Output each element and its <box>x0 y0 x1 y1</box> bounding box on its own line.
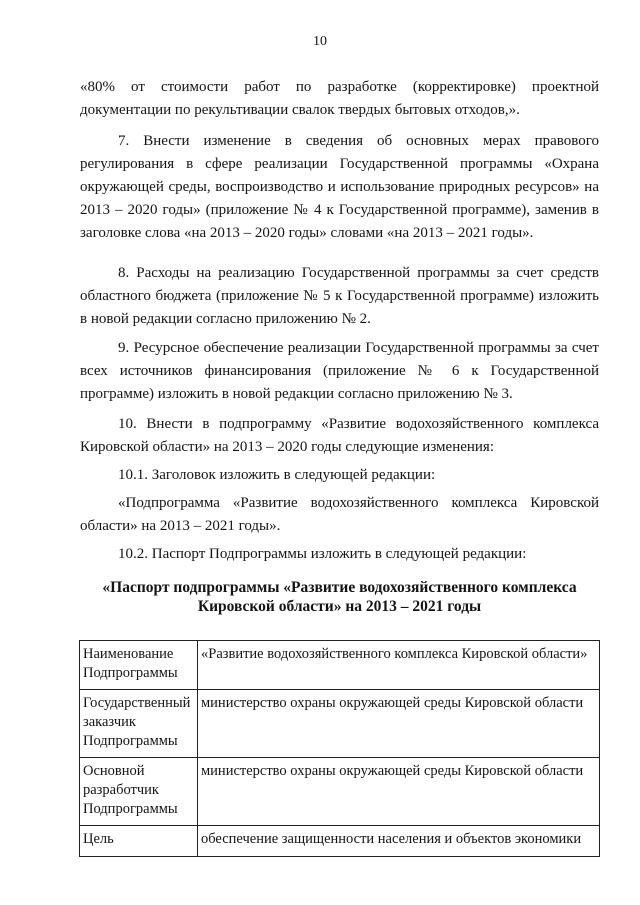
row-label: Государственный заказчик Подпрограммы <box>80 690 198 758</box>
table-row <box>80 690 600 758</box>
passport-table <box>79 640 600 857</box>
paragraph-7: 7. Внести изменение в сведения об основных мерах правового регулирования в сфере реализации Государственной программы «Охрана окружающей среды, воспроизводство и использование природных ресурсов» на 2013 – 2020 годы» (приложение № 4 к Государственной программе), заменив в заголовке слова «на 2013 – 2020 годы» словами «на 2013 – 2021 годы». <box>80 133 599 241</box>
paragraph-new-title: «Подпрограмма «Развитие водохозяйственного комплекса Кировской области» на 2013 – 2021 годы». <box>80 495 599 534</box>
passport-title-line-1: «Паспорт подпрограммы «Развитие водохозяйственного комплекса <box>102 579 577 596</box>
table-row <box>80 826 600 857</box>
row-value: министерство охраны окружающей среды Кировской области <box>198 758 600 826</box>
row-label: Цель <box>80 826 198 857</box>
paragraph-10-1: 10.1. Заголовок изложить в следующей редакции: <box>118 467 436 483</box>
paragraph-quote-80: «80% от стоимости работ по разработке (корректировке) проектной документации по рекультивации свалок твердых бытовых отходов,». <box>80 79 599 118</box>
paragraph-10-2: 10.2. Паспорт Подпрограммы изложить в следующей редакции: <box>118 546 527 562</box>
table-row <box>80 641 600 690</box>
row-label: Основной разработчик Подпрограммы <box>80 758 198 826</box>
passport-title <box>80 578 599 616</box>
page-number: 10 <box>313 34 327 49</box>
row-label: Наименование Подпрограммы <box>80 641 198 690</box>
paragraph-10: 10. Внести в подпрограмму «Развитие водохозяйственного комплекса Кировской области» на 2013 – 2020 годы следующие изменения: <box>80 416 599 455</box>
row-value: «Развитие водохозяйственного комплекса Кировской области» <box>198 641 600 690</box>
row-value: министерство охраны окружающей среды Кировской области <box>198 690 600 758</box>
paragraph-8: 8. Расходы на реализацию Государственной программы за счет средств областного бюджета (приложение № 5 к Государственной программе) изложить в новой редакции согласно приложению № 2. <box>80 265 599 327</box>
row-value: обеспечение защищенности населения и объектов экономики <box>198 826 600 857</box>
paragraph-9: 9. Ресурсное обеспечение реализации Государственной программы за счет всех источников финансирования (приложение № 6 к Государственной программе) изложить в новой редакции согласно приложению № 3. <box>80 340 599 402</box>
table-row <box>80 758 600 826</box>
passport-title-line-2: Кировской области» на 2013 – 2021 годы <box>197 598 482 615</box>
